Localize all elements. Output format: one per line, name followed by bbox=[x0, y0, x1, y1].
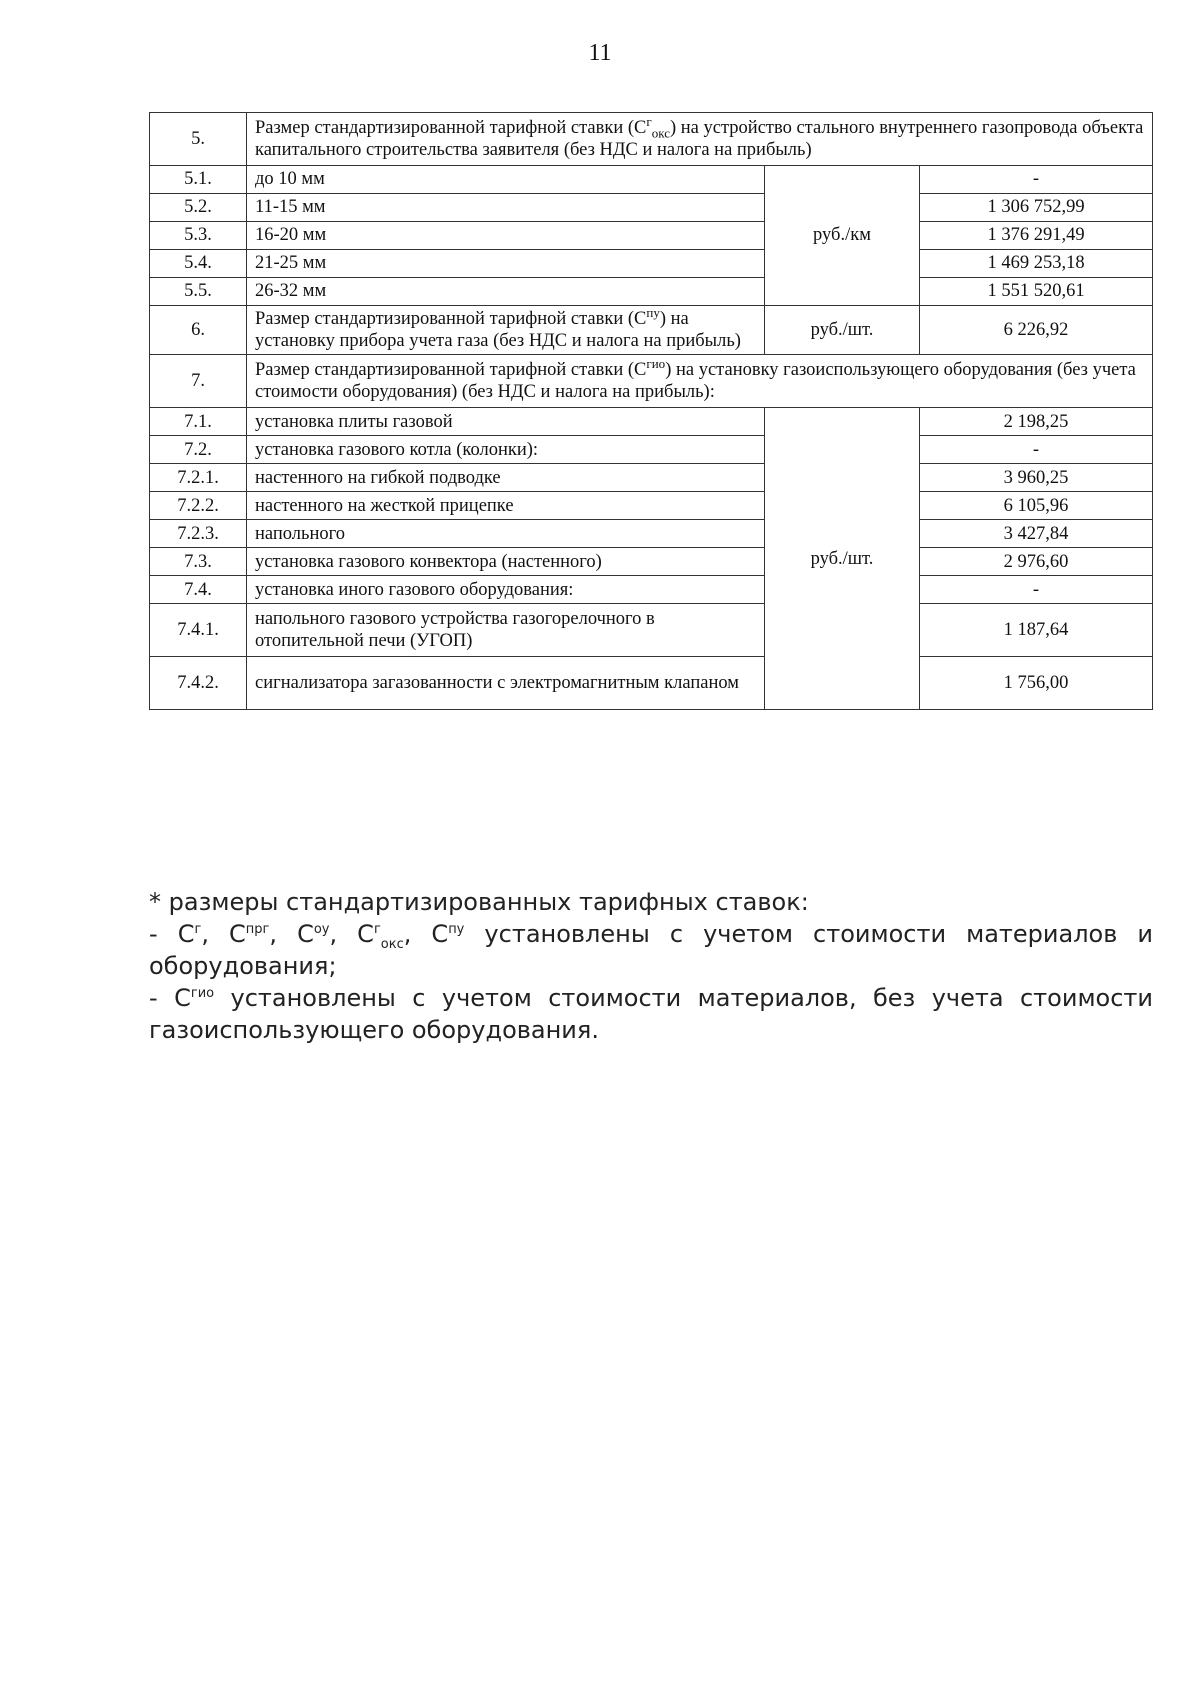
row-description: установка газового конвектора (настенного) bbox=[247, 548, 765, 576]
table-row bbox=[150, 492, 1153, 520]
row-value: 1 469 253,18 bbox=[920, 250, 1153, 278]
section-6-title: Размер стандартизированной тарифной ставки $(С^{пу})$ на установку прибора учета газа (без НДС и налога на прибыль) bbox=[247, 306, 765, 355]
row-number: 7.1. bbox=[150, 408, 247, 436]
row-value: 2 198,25 bbox=[920, 408, 1153, 436]
row-description: установка газового котла (колонки): bbox=[247, 436, 765, 464]
row-value: 1 756,00 bbox=[920, 657, 1153, 710]
row-description: 11-15 мм bbox=[247, 194, 765, 222]
row-description: настенного на жесткой прицепке bbox=[247, 492, 765, 520]
row-description: установка иного газового оборудования: bbox=[247, 576, 765, 604]
table-row-section-6 bbox=[150, 306, 1153, 355]
row-value: 6 226,92 bbox=[920, 306, 1153, 355]
row-value: 1 551 520,61 bbox=[920, 278, 1153, 306]
table-row bbox=[150, 194, 1153, 222]
row-number: 7.4. bbox=[150, 576, 247, 604]
row-number: 5.4. bbox=[150, 250, 247, 278]
row-description: напольного bbox=[247, 520, 765, 548]
row-description: настенного на гибкой подводке bbox=[247, 464, 765, 492]
row-number: 5. bbox=[150, 113, 247, 166]
table-row-section-5 bbox=[150, 113, 1153, 166]
footnote-line-2: - $С^{гио}$ установлены с учетом стоимости материалов, без учета стоимости газоиспользующего оборудования. bbox=[149, 984, 1154, 1044]
tariff-table bbox=[149, 112, 1153, 710]
table-row bbox=[150, 464, 1153, 492]
row-number: 5.1. bbox=[150, 166, 247, 194]
row-number: 5.2. bbox=[150, 194, 247, 222]
row-number: 7.4.2. bbox=[150, 657, 247, 710]
table-row bbox=[150, 408, 1153, 436]
row-number: 7. bbox=[150, 355, 247, 408]
row-value: - bbox=[920, 436, 1153, 464]
row-number: 7.4.1. bbox=[150, 604, 247, 657]
table-row bbox=[150, 166, 1153, 194]
section-7-title: Размер стандартизированной тарифной ставки $(С^{гио})$ на установку газоиспользующего оборудования (без учета стоимости оборудования) (без НДС и налога на прибыль): bbox=[247, 355, 1153, 408]
row-description: до 10 мм bbox=[247, 166, 765, 194]
row-value: 1 306 752,99 bbox=[920, 194, 1153, 222]
row-description: 16-20 мм bbox=[247, 222, 765, 250]
table-row bbox=[150, 250, 1153, 278]
footnote bbox=[149, 886, 1153, 1046]
row-description: сигнализатора загазованности с электромагнитным клапаном bbox=[247, 657, 765, 710]
row-number: 5.5. bbox=[150, 278, 247, 306]
row-value: 6 105,96 bbox=[920, 492, 1153, 520]
page-number: 11 bbox=[588, 40, 612, 66]
row-description: установка плиты газовой bbox=[247, 408, 765, 436]
unit-cell: руб./шт. bbox=[765, 306, 920, 355]
footnote-line-1: - $С^г$, $С^{прг}$, $С^{оу}$, $С^г_{окс}$, $С^{пу}$ установлены с учетом стоимости материалов и оборудования; bbox=[149, 920, 1154, 980]
row-value: 2 976,60 bbox=[920, 548, 1153, 576]
unit-cell: руб./км bbox=[765, 166, 920, 306]
row-value: - bbox=[920, 576, 1153, 604]
row-number: 7.2.1. bbox=[150, 464, 247, 492]
section-5-title: Размер стандартизированной тарифной ставки $(С^г_{окс})$ на устройство стального внутреннего газопровода объекта капитального строительства заявителя (без НДС и налога на прибыль) bbox=[247, 113, 1153, 166]
row-description: 21-25 мм bbox=[247, 250, 765, 278]
table-row-section-7 bbox=[150, 355, 1153, 408]
row-number: 7.2.3. bbox=[150, 520, 247, 548]
row-number: 6. bbox=[150, 306, 247, 355]
row-value: 3 960,25 bbox=[920, 464, 1153, 492]
row-description: напольного газового устройства газогорелочного в отопительной печи (УГОП) bbox=[247, 604, 765, 657]
row-number: 7.3. bbox=[150, 548, 247, 576]
table-row bbox=[150, 278, 1153, 306]
unit-cell: руб./шт. bbox=[765, 408, 920, 710]
table-row bbox=[150, 604, 1153, 657]
row-value: 1 187,64 bbox=[920, 604, 1153, 657]
row-value: 1 376 291,49 bbox=[920, 222, 1153, 250]
footnote-title: * размеры стандартизированных тарифных ставок: bbox=[149, 888, 809, 916]
row-description: 26-32 мм bbox=[247, 278, 765, 306]
table-row bbox=[150, 576, 1153, 604]
table-row bbox=[150, 520, 1153, 548]
row-number: 7.2.2. bbox=[150, 492, 247, 520]
table-row bbox=[150, 222, 1153, 250]
row-number: 5.3. bbox=[150, 222, 247, 250]
table-row bbox=[150, 657, 1153, 710]
table-row bbox=[150, 436, 1153, 464]
row-value: 3 427,84 bbox=[920, 520, 1153, 548]
row-number: 7.2. bbox=[150, 436, 247, 464]
table-row bbox=[150, 548, 1153, 576]
row-value: - bbox=[920, 166, 1153, 194]
